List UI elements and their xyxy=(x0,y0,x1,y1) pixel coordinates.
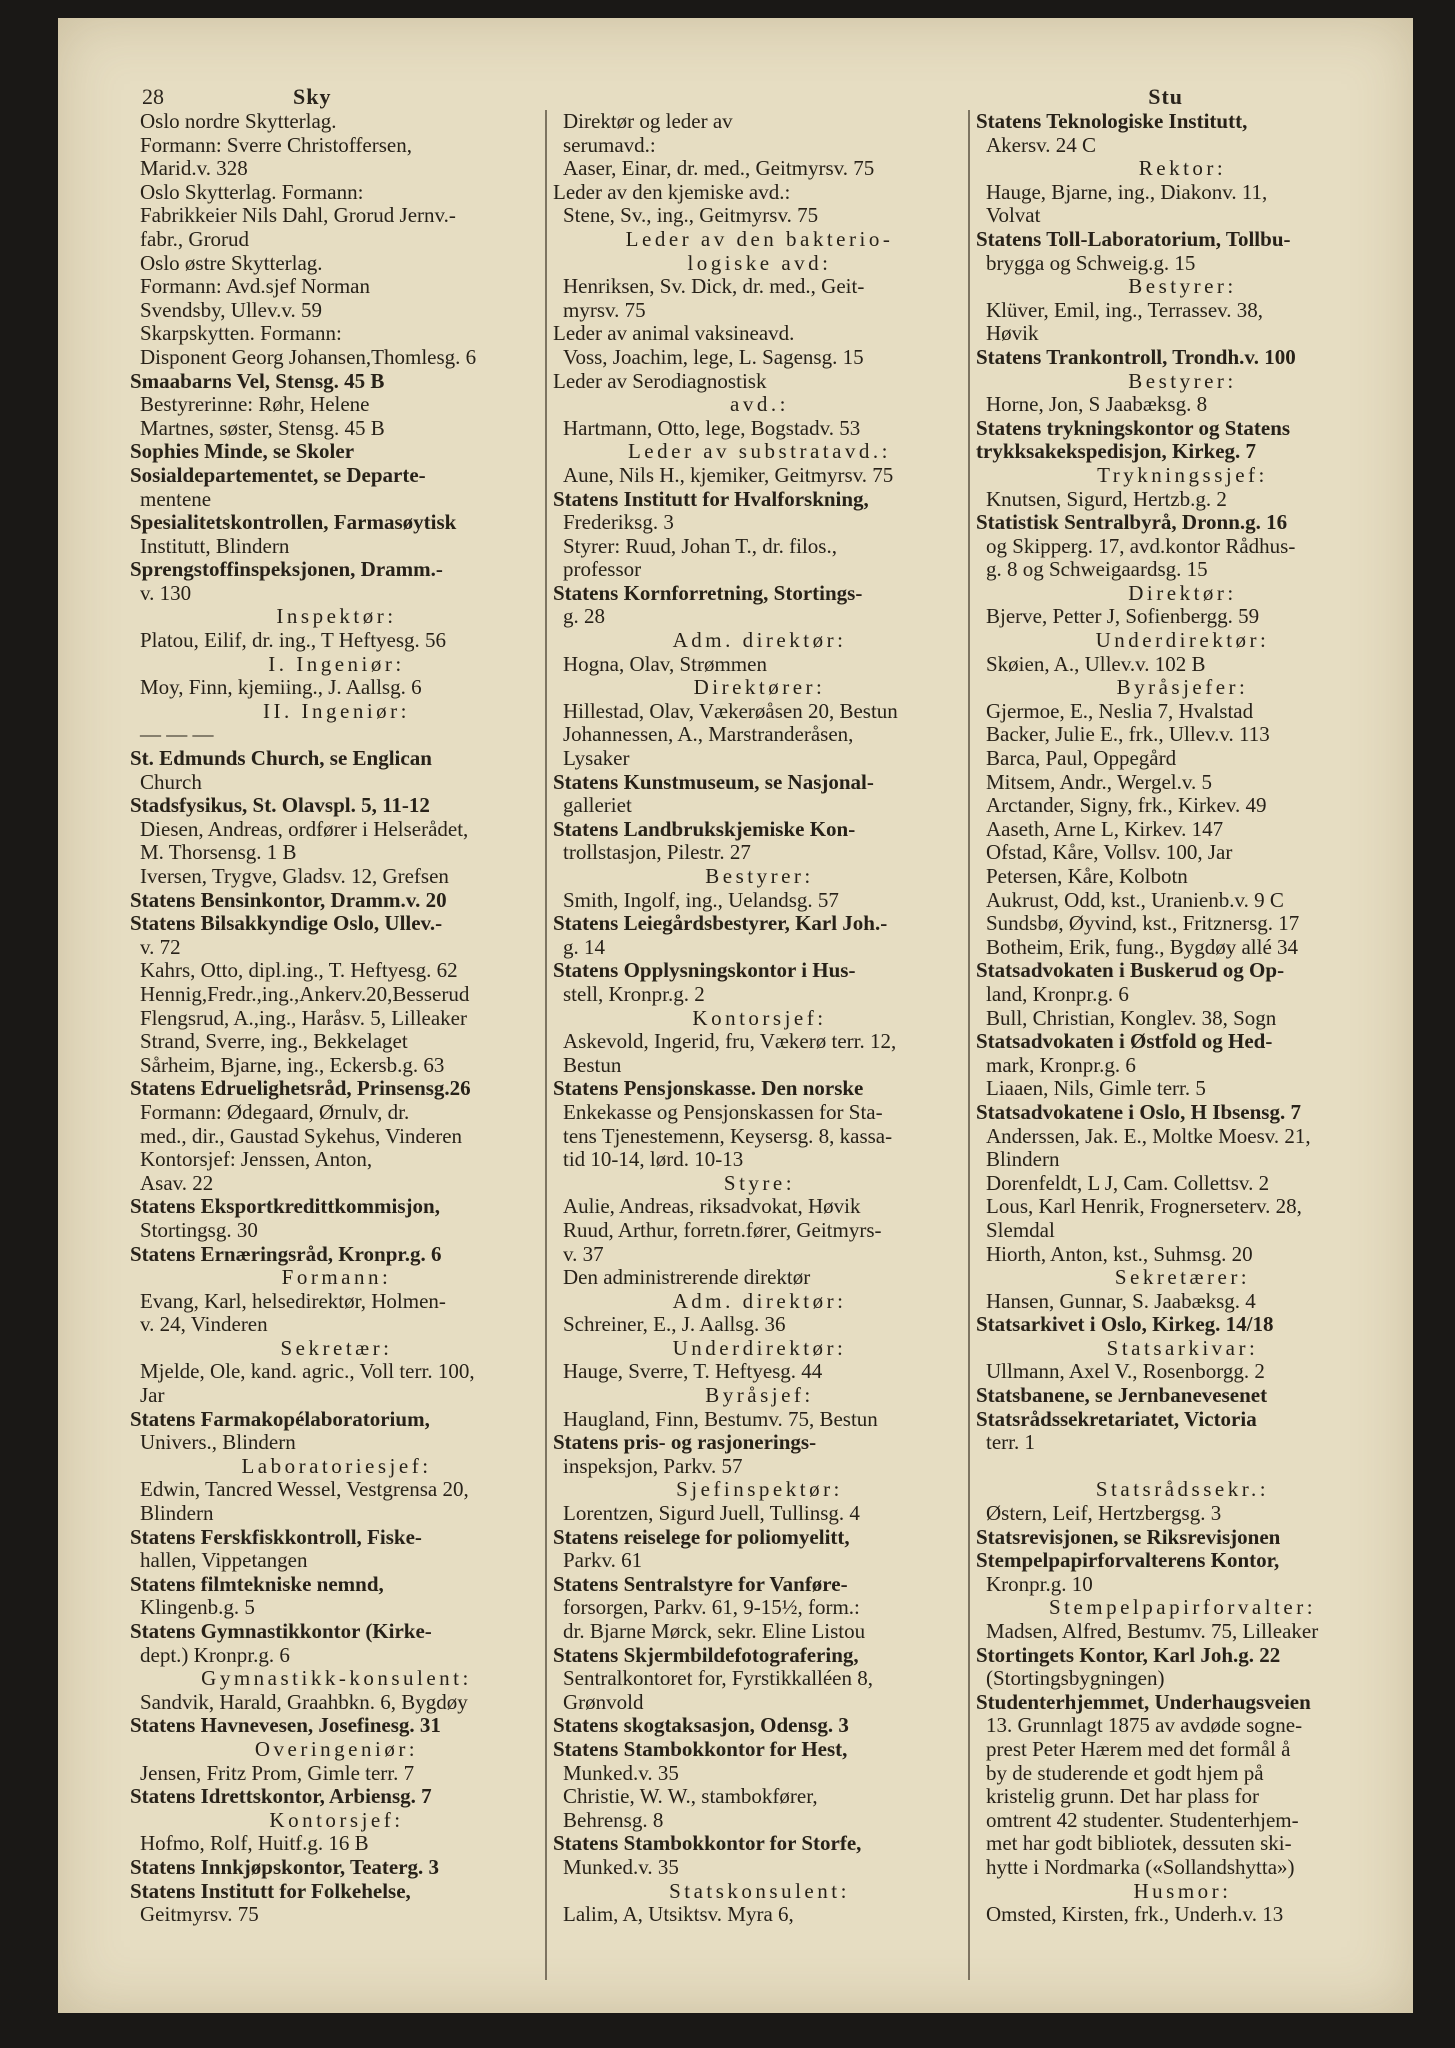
role-heading: Sjefinspektør: xyxy=(676,1478,843,1502)
entry-line: Aaser, Einar, dr. med., Geitmyrsv. 75 xyxy=(563,157,875,181)
directory-page xyxy=(58,18,1413,2013)
entry-line: Hansen, Gunnar, S. Jaabæksg. 4 xyxy=(986,1289,1256,1313)
entry-heading: Spesialitetskontrollen, Farmasøytisk xyxy=(130,511,457,535)
entry-line: myrsv. 75 xyxy=(563,298,646,322)
role-heading: Bestyrer: xyxy=(1128,369,1237,393)
entry-line: v. 130 xyxy=(140,581,192,605)
entry-line: fabr., Grorud xyxy=(140,227,250,251)
entry-line: Blindern xyxy=(986,1148,1060,1172)
role-heading: Bestyrer: xyxy=(705,865,814,888)
entry-line: Sårheim, Bjarne, ing., Eckersb.g. 63 xyxy=(140,1053,445,1077)
entry-heading: Statens filmtekniske nemnd, xyxy=(130,1572,384,1596)
entry-line: Church xyxy=(140,770,202,794)
entry-heading: Statens Skjermbildefotografering, xyxy=(553,1643,859,1667)
entry-line: Østern, Leif, Hertzbergsg. 3 xyxy=(986,1502,1222,1526)
entry-heading: Statens Sentralstyre for Vanføre- xyxy=(553,1572,848,1596)
entry-heading: Statens Ferskfiskkontroll, Fiske- xyxy=(130,1525,422,1549)
entry-line: Lorentzen, Sigurd Juell, Tullinsg. 4 xyxy=(563,1502,860,1526)
entry-heading: Statsadvokaten i Buskerud og Op- xyxy=(976,959,1285,983)
entry-heading: Statsarkivet i Oslo, Kirkeg. 14/18 xyxy=(976,1313,1274,1337)
entry-line: Formann: Avd.sjef Norman xyxy=(140,275,370,299)
entry-line: Iversen, Trygve, Gladsv. 12, Grefsen xyxy=(140,865,449,888)
page-header xyxy=(128,64,1353,109)
role-heading: Statsarkivar: xyxy=(1106,1336,1259,1360)
entry-line: Hennig,Fredr.,ing.,Ankerv.20,Besserud xyxy=(140,982,470,1006)
entry-line: Parkv. 61 xyxy=(563,1549,643,1573)
entry-line: g. 28 xyxy=(563,605,605,629)
entry-heading: St. Edmunds Church, se Englican xyxy=(130,747,432,771)
role-heading: Kontorsjef: xyxy=(269,1808,404,1832)
entry-line: Sandvik, Harald, Graahbkn. 6, Bygdøy xyxy=(140,1690,468,1714)
entry-line: Hartmann, Otto, lege, Bogstadv. 53 xyxy=(563,416,861,440)
entry-heading: Statistisk Sentralbyrå, Dronn.g. 16 xyxy=(976,511,1288,535)
entry-line: dept.) Kronpr.g. 6 xyxy=(140,1643,290,1667)
entry-line: Mitsem, Andr., Wergel.v. 5 xyxy=(986,770,1212,794)
entry-line: Kontorsjef: Jenssen, Anton, xyxy=(140,1148,373,1172)
role-heading: Husmor: xyxy=(1133,1879,1232,1903)
role-heading: Adm. direktør: xyxy=(672,629,847,653)
entry-heading: Sosialdepartementet, se Departe- xyxy=(130,463,426,487)
role-heading: avd.: xyxy=(730,393,789,417)
entry-line: Leder av den kjemiske avd.: xyxy=(553,180,791,204)
entry-heading: Statens Kornforretning, Stortings- xyxy=(553,581,863,605)
entry-line: Bjerve, Petter J, Sofienbergg. 59 xyxy=(986,605,1260,629)
entry-line: Hauge, Sverre, T. Heftyesg. 44 xyxy=(563,1360,823,1384)
entry-line: Moy, Finn, kjemiing., J. Aallsg. 6 xyxy=(140,676,422,700)
entry-line: med., dir., Gaustad Sykehus, Vinderen xyxy=(140,1124,463,1148)
entry-heading: Statens Institutt for Hvalforskning, xyxy=(553,487,869,511)
entry-heading: Statens Teknologiske Institutt, xyxy=(976,110,1248,133)
entry-line: Skarpskytten. Formann: xyxy=(140,322,342,346)
entry-line: Botheim, Erik, fung., Bygdøy allé 34 xyxy=(986,935,1299,959)
entry-heading: Statens Innkjøpskontor, Teaterg. 3 xyxy=(130,1855,440,1879)
entry-line: tid 10-14, lørd. 10-13 xyxy=(563,1148,744,1172)
entry-heading: Statens Bensinkontor, Dramm.v. 20 xyxy=(130,888,447,912)
entry-line: — — — xyxy=(140,723,214,747)
entry-line: Aune, Nils H., kjemiker, Geitmyrsv. 75 xyxy=(563,463,894,487)
entry-line: Formann: Sverre Christoffersen, xyxy=(140,133,412,157)
entry-heading: Sophies Minde, se Skoler xyxy=(130,440,355,464)
entry-line: kristelig grunn. Det har plass for xyxy=(986,1785,1259,1809)
entry-line: Knutsen, Sigurd, Hertzb.g. 2 xyxy=(986,487,1227,511)
entry-heading: Statens Eksportkredittkommisjon, xyxy=(130,1195,440,1219)
entry-line: Dorenfeldt, L J, Cam. Collettsv. 2 xyxy=(986,1171,1270,1195)
entry-heading: Sprengstoffinspeksjonen, Dramm.- xyxy=(130,558,443,582)
entry-line: Styrer: Ruud, Johan T., dr. filos., xyxy=(563,534,837,558)
entry-heading: Studenterhjemmet, Underhaugsveien xyxy=(976,1690,1311,1714)
entry-line: Haugland, Finn, Bestumv. 75, Bestun xyxy=(563,1407,878,1431)
entry-line: Hillestad, Olav, Vækerøåsen 20, Bestun xyxy=(563,699,898,723)
entry-line: trollstasjon, Pilestr. 27 xyxy=(563,841,751,865)
entry-line: tens Tjenestemenn, Keysersg. 8, kassa- xyxy=(563,1124,893,1148)
entry-line: by de studerende et godt hjem på xyxy=(986,1761,1264,1785)
role-heading: Statskonsulent: xyxy=(669,1879,850,1903)
entry-line: Slemdal xyxy=(986,1218,1055,1242)
entry-line: stell, Kronpr.g. 2 xyxy=(563,982,705,1006)
entry-line: Barca, Paul, Oppegård xyxy=(986,747,1177,771)
entry-line: omtrent 42 studenter. Studenterhjem- xyxy=(986,1808,1299,1832)
entry-line: Ofstad, Kåre, Vollsv. 100, Jar xyxy=(986,841,1233,865)
role-heading: Direktør: xyxy=(1128,581,1237,605)
role-heading: Byråsjefer: xyxy=(1116,676,1249,700)
entry-line: Aulie, Andreas, riksadvokat, Høvik xyxy=(563,1195,861,1219)
entry-line: Leder av Serodiagnostisk xyxy=(553,369,767,393)
entry-line: Munked.v. 35 xyxy=(563,1855,679,1879)
role-heading: Statsrådssekr.: xyxy=(1095,1478,1270,1502)
entry-line: Enkekasse og Pensjonskassen for Sta- xyxy=(563,1100,883,1124)
entry-heading: Statsrådssekretariatet, Victoria xyxy=(976,1407,1257,1431)
role-heading: Formann: xyxy=(281,1266,392,1290)
entry-line: Anderssen, Jak. E., Moltke Moesv. 21, xyxy=(986,1124,1311,1148)
entry-line: v. 37 xyxy=(563,1242,604,1266)
role-heading: Leder av substratavd.: xyxy=(627,440,892,464)
entry-line: Gjermoe, E., Neslia 7, Hvalstad xyxy=(986,699,1254,723)
entry-line: g. 8 og Schweigaardsg. 15 xyxy=(986,558,1208,582)
header-left-word: Sky xyxy=(293,84,332,109)
entry-line: Bestun xyxy=(563,1053,622,1077)
entry-line: Hiorth, Anton, kst., Suhmsg. 20 xyxy=(986,1242,1253,1266)
entry-line: Platou, Eilif, dr. ing., T Heftyesg. 56 xyxy=(140,629,447,653)
entry-heading: Stortingets Kontor, Karl Joh.g. 22 xyxy=(976,1643,1281,1667)
column-divider xyxy=(968,110,970,1980)
entry-line: Fabrikkeier Nils Dahl, Grorud Jernv.- xyxy=(140,204,456,228)
entry-line: Voss, Joachim, lege, L. Sagensg. 15 xyxy=(563,345,864,369)
entry-line: galleriet xyxy=(563,794,632,818)
entry-line: professor xyxy=(563,558,642,582)
role-heading: logiske avd: xyxy=(687,251,832,275)
entry-line: Omsted, Kirsten, frk., Underh.v. 13 xyxy=(986,1903,1284,1927)
entry-line: Arctander, Signy, frk., Kirkev. 49 xyxy=(986,794,1267,818)
entry-line: Høvik xyxy=(986,322,1039,346)
entry-line: Oslo Skytterlag. Formann: xyxy=(140,180,364,204)
entry-line: Geitmyrsv. 75 xyxy=(140,1903,259,1927)
role-heading: Direktører: xyxy=(693,676,826,700)
entry-heading: Statens Bilsakkyndige Oslo, Ullev.- xyxy=(130,912,443,936)
entry-heading: Statens Ernæringsråd, Kronpr.g. 6 xyxy=(130,1242,442,1266)
entry-heading: Statens trykningskontor og Statens xyxy=(976,416,1291,440)
entry-line: Madsen, Alfred, Bestumv. 75, Lilleaker xyxy=(986,1620,1319,1643)
entry-line: hallen, Vippetangen xyxy=(140,1549,308,1573)
entry-line: Lous, Karl Henrik, Frognerseterv. 28, xyxy=(986,1195,1302,1219)
entry-line: Diesen, Andreas, ordfører i Helserådet, xyxy=(140,817,469,841)
role-heading: Gymnastikk-konsulent: xyxy=(201,1667,472,1691)
entry-line: Oslo nordre Skytterlag. xyxy=(140,110,337,133)
entry-heading: Statens Kunstmuseum, se Nasjonal- xyxy=(553,770,874,794)
entry-line: Leder av animal vaksineavd. xyxy=(553,322,795,346)
entry-line: Ruud, Arthur, forretn.fører, Geitmyrs- xyxy=(563,1218,882,1242)
entry-line: Johannessen, A., Marstranderåsen, xyxy=(563,723,854,747)
entry-line: Schreiner, E., J. Aallsg. 36 xyxy=(563,1313,786,1337)
entry-heading: Statsbanene, se Jernbanevesenet xyxy=(976,1384,1268,1408)
entry-heading: Statens Gymnastikkontor (Kirke- xyxy=(130,1620,432,1643)
entry-line: Den administrerende direktør xyxy=(563,1266,811,1290)
entry-heading: Stadsfysikus, St. Olavspl. 5, 11-12 xyxy=(130,794,430,818)
entry-heading: Statens skogtaksasjon, Odensg. 3 xyxy=(553,1714,849,1738)
entry-heading: Statens reiselege for poliomyelitt, xyxy=(553,1525,850,1549)
entry-line: Stene, Sv., ing., Geitmyrsv. 75 xyxy=(563,204,819,228)
entry-line: Bull, Christian, Konglev. 38, Sogn xyxy=(986,1006,1277,1030)
entry-heading: Statens Toll-Laboratorium, Tollbu- xyxy=(976,227,1291,251)
entry-heading: Statsadvokaten i Østfold og Hed- xyxy=(976,1030,1273,1054)
entry-line: Skøien, A., Ullev.v. 102 B xyxy=(986,652,1206,676)
role-heading: Overingeniør: xyxy=(254,1737,419,1761)
entry-line: Akersv. 24 C xyxy=(986,133,1097,157)
entry-line: Kahrs, Otto, dipl.ing., T. Heftyesg. 62 xyxy=(140,959,458,983)
entry-line: Formann: Ødegaard, Ørnulv, dr. xyxy=(140,1100,410,1124)
entry-line: met har godt bibliotek, dessuten ski- xyxy=(986,1832,1292,1856)
entry-line: Behrensg. 8 xyxy=(563,1808,664,1832)
header-right-word: Stu xyxy=(1148,84,1183,109)
entry-line: Univers., Blindern xyxy=(140,1431,296,1455)
role-heading: Stempelpapirforvalter: xyxy=(1048,1596,1317,1620)
entry-heading: Statsrevisjonen, se Riksrevisjonen xyxy=(976,1525,1281,1549)
entry-line: Smith, Ingolf, ing., Uelandsg. 57 xyxy=(563,888,839,912)
entry-line: land, Kronpr.g. 6 xyxy=(986,982,1129,1006)
entry-line: Mjelde, Ole, kand. agric., Voll terr. 100, xyxy=(140,1360,475,1384)
entry-line: Stortingsg. 30 xyxy=(140,1218,258,1242)
page-number: 28 xyxy=(142,84,164,109)
entry-line: Christie, W. W., stambokfører, xyxy=(563,1785,818,1809)
entry-line: terr. 1 xyxy=(986,1431,1035,1455)
column-2 xyxy=(553,110,966,1927)
entry-line: Frederiksg. 3 xyxy=(563,511,674,535)
entry-line: Oslo østre Skytterlag. xyxy=(140,251,323,275)
role-heading: Sekretærer: xyxy=(1114,1266,1251,1290)
entry-heading: Statens Idrettskontor, Arbiensg. 7 xyxy=(130,1785,432,1809)
entry-heading: Statsadvokatene i Oslo, H Ibsensg. 7 xyxy=(976,1100,1301,1124)
role-heading: Trykningssjef: xyxy=(1097,463,1268,487)
entry-line: Jar xyxy=(140,1384,165,1408)
entry-line: Jensen, Fritz Prom, Gimle terr. 7 xyxy=(140,1761,415,1785)
entry-heading: Statens Pensjonskasse. Den norske xyxy=(553,1077,864,1101)
entry-heading: Statens Landbrukskjemiske Kon- xyxy=(553,817,856,841)
entry-line: Hofmo, Rolf, Huitf.g. 16 B xyxy=(140,1832,369,1856)
role-heading: Sekretær: xyxy=(280,1336,393,1360)
entry-line: Lalim, A, Utsiktsv. Myra 6, xyxy=(563,1903,794,1927)
entry-line: Asav. 22 xyxy=(140,1171,214,1195)
role-heading: Styre: xyxy=(723,1171,796,1195)
entry-line: Hogna, Olav, Strømmen xyxy=(563,652,767,676)
entry-line: Blindern xyxy=(140,1502,214,1526)
entry-heading: Stempelpapirforvalterens Kontor, xyxy=(976,1549,1280,1573)
entry-line: v. 24, Vinderen xyxy=(140,1313,268,1337)
entry-line: Ullmann, Axel V., Rosenborgg. 2 xyxy=(986,1360,1265,1384)
entry-line: Institutt, Blindern xyxy=(140,534,290,558)
entry-line: mark, Kronpr.g. 6 xyxy=(986,1053,1136,1077)
role-heading: Kontorsjef: xyxy=(692,1006,827,1030)
entry-line: Petersen, Kåre, Kolbotn xyxy=(986,865,1188,888)
entry-line: Klingenb.g. 5 xyxy=(140,1596,255,1620)
entry-line: Evang, Karl, helsedirektør, Holmen- xyxy=(140,1289,446,1313)
entry-line: Aukrust, Odd, kst., Uranienb.v. 9 C xyxy=(986,888,1284,912)
column-3 xyxy=(976,110,1389,1927)
entry-line: Askevold, Ingerid, fru, Vækerø terr. 12, xyxy=(563,1030,897,1054)
entry-line: Bestyrerinne: Røhr, Helene xyxy=(140,393,370,417)
column-1 xyxy=(130,110,543,1927)
role-heading: I. Ingeniør: xyxy=(268,652,405,676)
entry-line: brygga og Schweig.g. 15 xyxy=(986,251,1196,275)
entry-heading: Statens Farmakopélaboratorium, xyxy=(130,1407,430,1431)
entry-heading: Statens Stambokkontor for Hest, xyxy=(553,1737,848,1761)
entry-heading: Statens Institutt for Folkehelse, xyxy=(130,1879,411,1903)
role-heading: Rektor: xyxy=(1138,157,1227,181)
entry-line xyxy=(976,1455,1389,1479)
entry-heading: Statens Stambokkontor for Storfe, xyxy=(553,1832,862,1856)
entry-line: og Skipperg. 17, avd.kontor Rådhus- xyxy=(986,534,1296,558)
entry-line: Horne, Jon, S Jaabæksg. 8 xyxy=(986,393,1208,417)
entry-line: Volvat xyxy=(986,204,1041,228)
role-heading: Inspektør: xyxy=(276,605,397,629)
entry-line: Sentralkontoret for, Fyrstikkalléen 8, xyxy=(563,1667,874,1691)
entry-line: v. 72 xyxy=(140,935,181,959)
entry-line: Sundsbø, Øyvind, kst., Fritznersg. 17 xyxy=(986,912,1300,936)
entry-line: Aaseth, Arne L, Kirkev. 147 xyxy=(986,817,1224,841)
entry-line: dr. Bjarne Mørck, sekr. Eline Listou xyxy=(563,1620,866,1643)
entry-heading: Statens Trankontroll, Trondh.v. 100 xyxy=(976,345,1296,369)
entry-line: inspeksjon, Parkv. 57 xyxy=(563,1454,743,1478)
entry-line: Backer, Julie E., frk., Ullev.v. 113 xyxy=(986,723,1270,747)
entry-line: 13. Grunnlagt 1875 av avdøde sogne- xyxy=(986,1714,1303,1738)
entry-line: M. Thorsensg. 1 B xyxy=(140,841,297,865)
entry-line: hytte i Nordmarka («Sollandshytta») xyxy=(986,1855,1295,1879)
entry-heading: Statens pris- og rasjonerings- xyxy=(553,1431,817,1455)
entry-line: Grønvold xyxy=(563,1690,644,1714)
role-heading: Adm. direktør: xyxy=(672,1289,847,1313)
entry-line: Strand, Sverre, ing., Bekkelaget xyxy=(140,1030,408,1054)
entry-line: mentene xyxy=(140,487,212,511)
entry-line: Disponent Georg Johansen,Thomlesg. 6 xyxy=(140,345,477,369)
role-heading: Bestyrer: xyxy=(1128,275,1237,299)
entry-line: Kronpr.g. 10 xyxy=(986,1572,1093,1596)
entry-heading: Smaabarns Vel, Stensg. 45 B xyxy=(130,369,385,393)
entry-line: g. 14 xyxy=(563,935,605,959)
entry-heading: Statens Leiegårdsbestyrer, Karl Joh.- xyxy=(553,912,888,936)
entry-line: Lysaker xyxy=(563,747,630,771)
entry-line: Henriksen, Sv. Dick, dr. med., Geit- xyxy=(563,275,865,299)
role-heading: Byråsjef: xyxy=(705,1384,814,1408)
entry-line: Liaaen, Nils, Gimle terr. 5 xyxy=(986,1077,1206,1101)
entry-line: Edwin, Tancred Wessel, Vestgrensa 20, xyxy=(140,1478,469,1502)
entry-heading: Statens Opplysningskontor i Hus- xyxy=(553,959,856,983)
entry-line: Svendsby, Ullev.v. 59 xyxy=(140,298,322,322)
entry-line: Direktør og leder av xyxy=(563,110,733,133)
role-heading: Leder av den bakterio- xyxy=(625,227,894,251)
entry-heading: Statens Havnevesen, Josefinesg. 31 xyxy=(130,1714,441,1738)
entry-line: Klüver, Emil, ing., Terrassev. 38, xyxy=(986,298,1264,322)
role-heading: Underdirektør: xyxy=(1095,629,1270,653)
entry-line: Martnes, søster, Stensg. 45 B xyxy=(140,416,385,440)
entry-heading: trykksakekspedisjon, Kirkeg. 7 xyxy=(976,440,1257,464)
role-heading: Underdirektør: xyxy=(672,1336,847,1360)
entry-line: Marid.v. 328 xyxy=(140,157,248,181)
entry-line: Hauge, Bjarne, ing., Diakonv. 11, xyxy=(986,180,1268,204)
entry-line: forsorgen, Parkv. 61, 9-15½, form.: xyxy=(563,1596,860,1620)
entry-line: serumavd.: xyxy=(563,133,656,157)
entry-line: prest Peter Hærem med det formål å xyxy=(986,1737,1291,1761)
entry-line: Flengsrud, A.,ing., Haråsv. 5, Lilleaker xyxy=(140,1006,467,1030)
entry-line: Munked.v. 35 xyxy=(563,1761,679,1785)
column-divider xyxy=(545,110,547,1980)
entry-heading: Statens Edruelighetsråd, Prinsensg.26 xyxy=(130,1077,471,1101)
entry-line: (Stortingsbygningen) xyxy=(986,1667,1165,1691)
role-heading: Laboratoriesjef: xyxy=(241,1454,432,1478)
role-heading: II. Ingeniør: xyxy=(263,699,410,723)
